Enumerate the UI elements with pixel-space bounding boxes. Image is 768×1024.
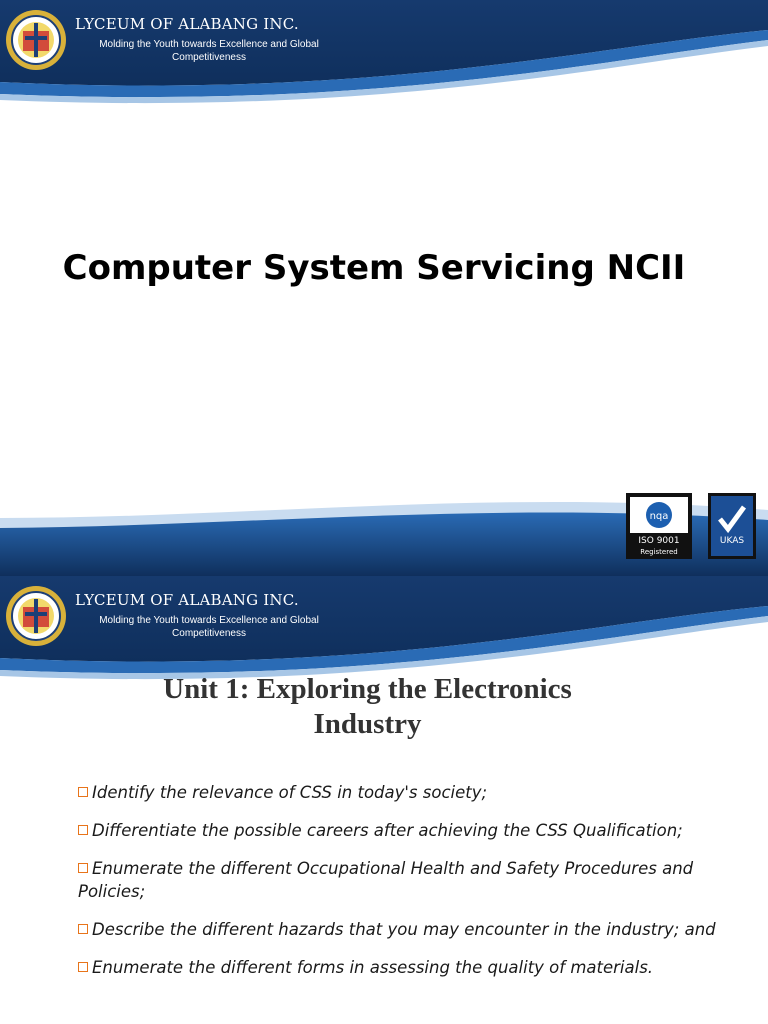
svg-text:UKAS: UKAS (719, 536, 745, 546)
page-title: Computer System Servicing NCII (62, 248, 686, 288)
school-seal-icon (5, 585, 67, 647)
unit-title: Unit 1: Exploring the Electronics Industry (163, 673, 572, 740)
school-seal-icon (5, 9, 67, 71)
svg-text:nqa: nqa (649, 511, 669, 522)
checkbox-bullet-icon (78, 825, 88, 835)
checkbox-bullet-icon (78, 787, 88, 797)
objectives-list (72, 781, 722, 994)
svg-text:Registered: Registered (640, 548, 678, 556)
objective-item: Differentiate the possible careers after achieving the CSS Qualification; (72, 819, 722, 842)
objective-item: Identify the relevance of CSS in today's society; (72, 781, 722, 804)
nqa-iso-9001-registered-icon (626, 493, 692, 559)
objective-item: Enumerate the different forms in assessing the quality of materials. (72, 956, 722, 979)
org-name: LYCEUM OF ALABANG INC. (75, 15, 299, 33)
slide-2 (0, 576, 768, 1024)
checkbox-bullet-icon (78, 863, 88, 873)
objective-item: Enumerate the different Occupational Health and Safety Procedures and Policies; (78, 859, 694, 901)
org-tagline: Molding the Youth towards Excellence and Global Competitiveness (99, 615, 319, 639)
svg-text:ISO 9001: ISO 9001 (638, 536, 680, 546)
checkbox-bullet-icon (78, 924, 88, 934)
checkbox-bullet-icon (78, 962, 88, 972)
objective-item: Describe the different hazards that you may encounter in the industry; and (72, 918, 722, 941)
ukas-quality-management-icon (708, 493, 756, 559)
org-name: LYCEUM OF ALABANG INC. (75, 591, 299, 609)
org-tagline: Molding the Youth towards Excellence and Global Competitiveness (99, 39, 319, 63)
